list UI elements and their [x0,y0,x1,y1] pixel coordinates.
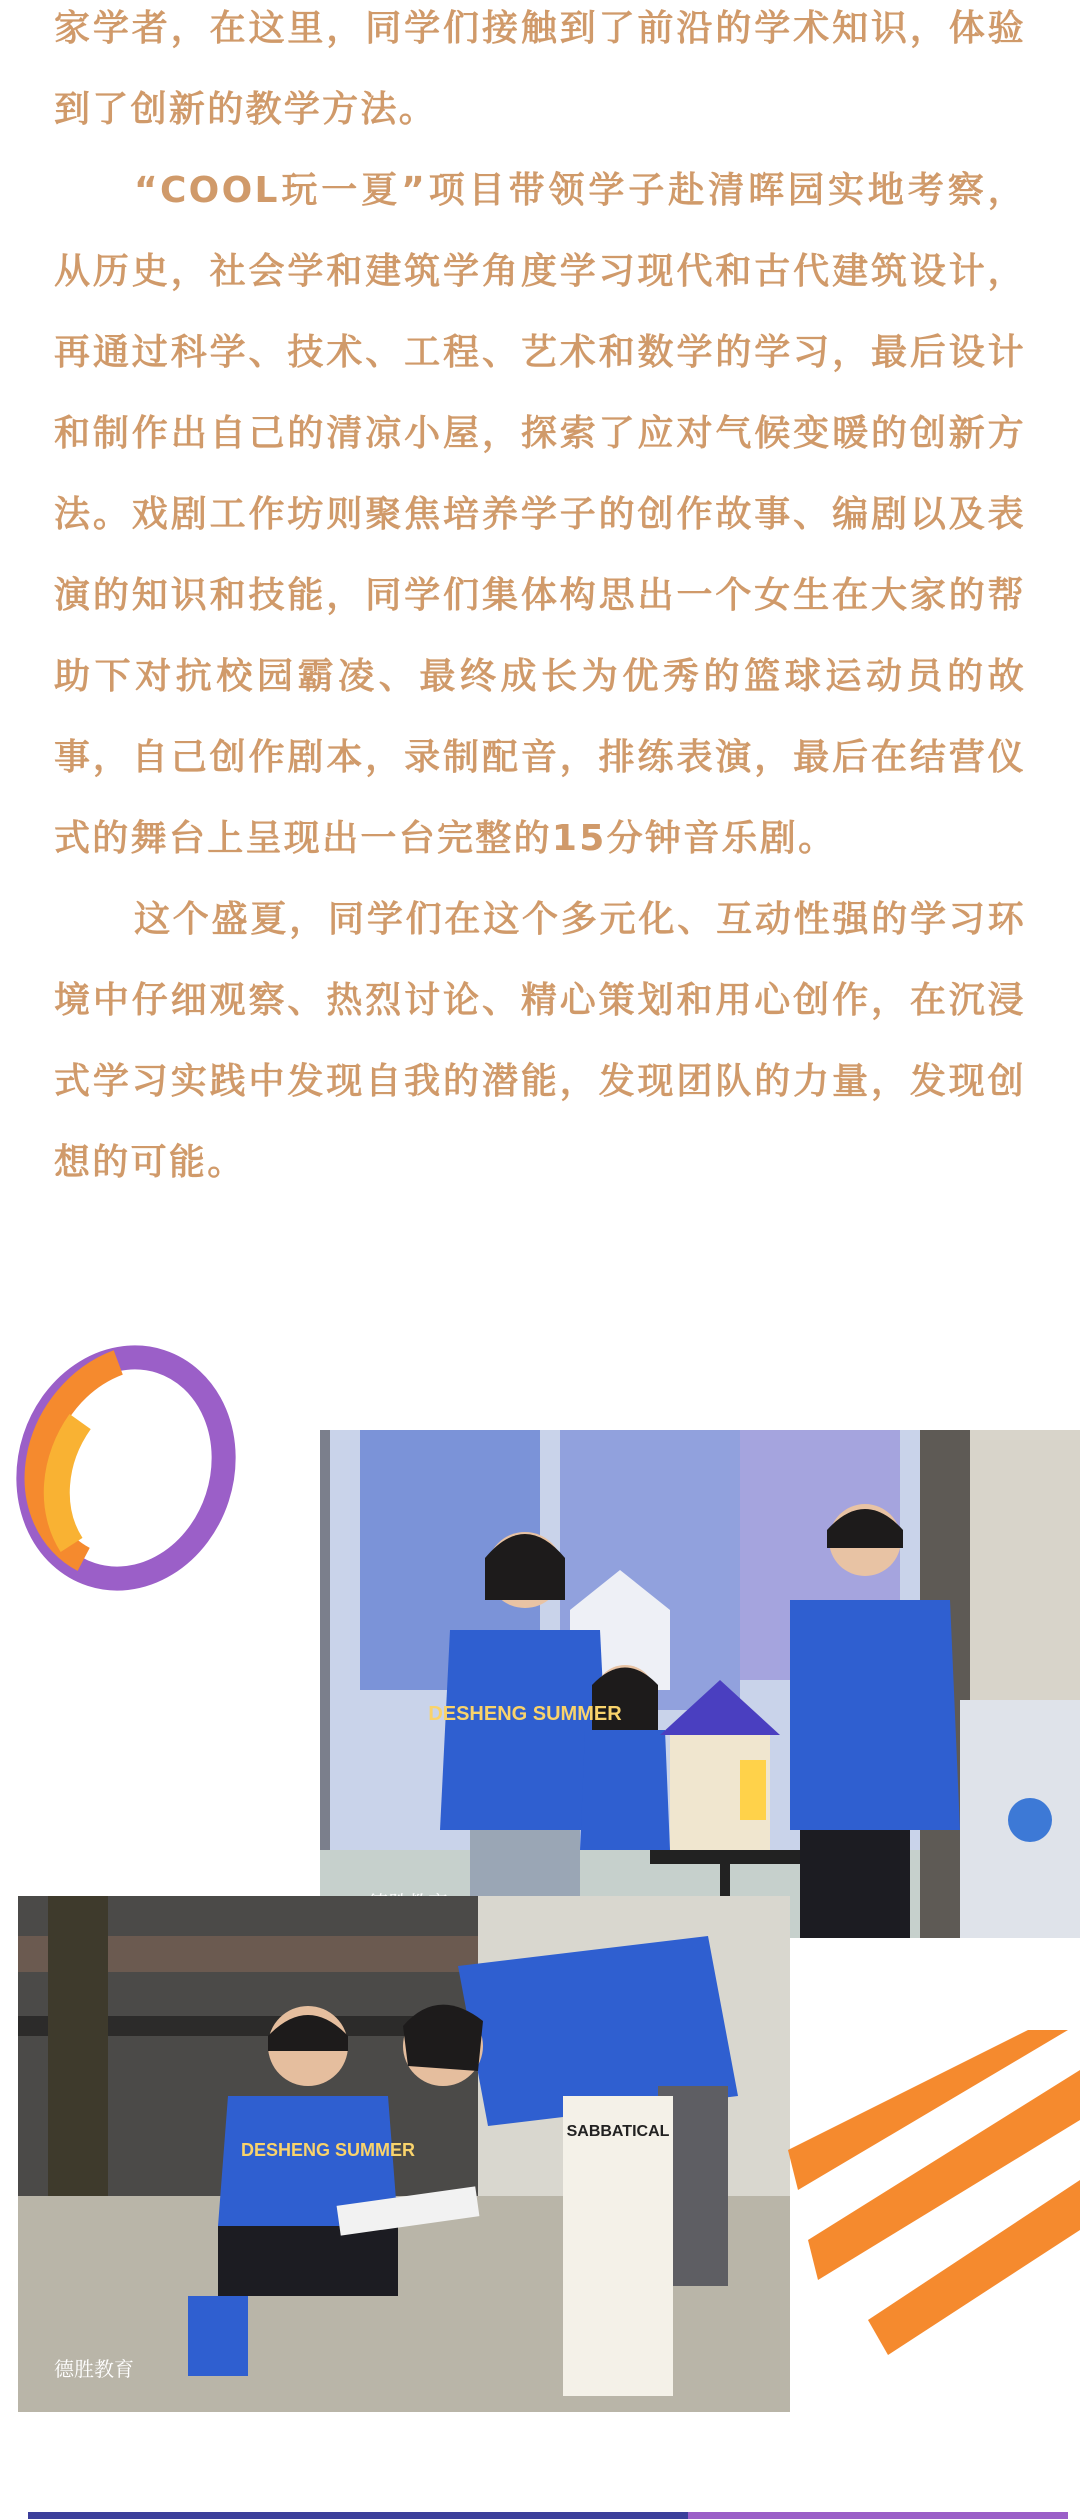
article-paragraph-1: 家学者，在这里，同学们接触到了前沿的学术知识，体验到了创新的教学方法。 [54,8,1026,130]
bag-text: SABBATICAL [566,2123,670,2140]
photo-outdoor-activity [18,1896,790,2412]
bottom-divider-bar [28,2512,1068,2519]
bottom-bar-purple [688,2512,1068,2519]
article-body [54,0,1026,1203]
photo-watermark: 德胜教育 [54,2357,134,2381]
article-paragraph-2: “COOL玩一夏”项目带领学子赴清晖园实地考察，从历史，社会学和建筑学角度学习现代和古代建筑设计，再通过科学、技术、工程、艺术和数学的学习，最后设计和制作出自己的清凉小屋，探索了应对气候变暖的创新方法。戏剧工作坊则聚焦培养学子的创作故事、编剧以及表演的知识和技能，同学们集体构思出一个女生在大家的帮助下对抗校园霸凌、最终成长为优秀的篮球运动员的故事，自己创作剧本，录制配音，排练表演，最后在结营仪式的舞台上呈现出一台完整的15分钟音乐剧。 [54,170,1026,859]
shirt-text: DESHENG SUMMER [428,1703,622,1725]
shirt-text: DESHENG SUMMER [240,2140,416,2160]
photo-stage-presentation [320,1430,1080,1938]
bottom-bar-navy [28,2512,688,2519]
decorative-ring-icon [6,1318,246,1618]
decorative-stripes-icon [768,2030,1080,2360]
article-paragraph-3: 这个盛夏，同学们在这个多元化、互动性强的学习环境中仔细观察、热烈讨论、精心策划和用心创作，在沉浸式学习实践中发现自我的潜能，发现团队的力量，发现创想的可能。 [54,899,1026,1183]
